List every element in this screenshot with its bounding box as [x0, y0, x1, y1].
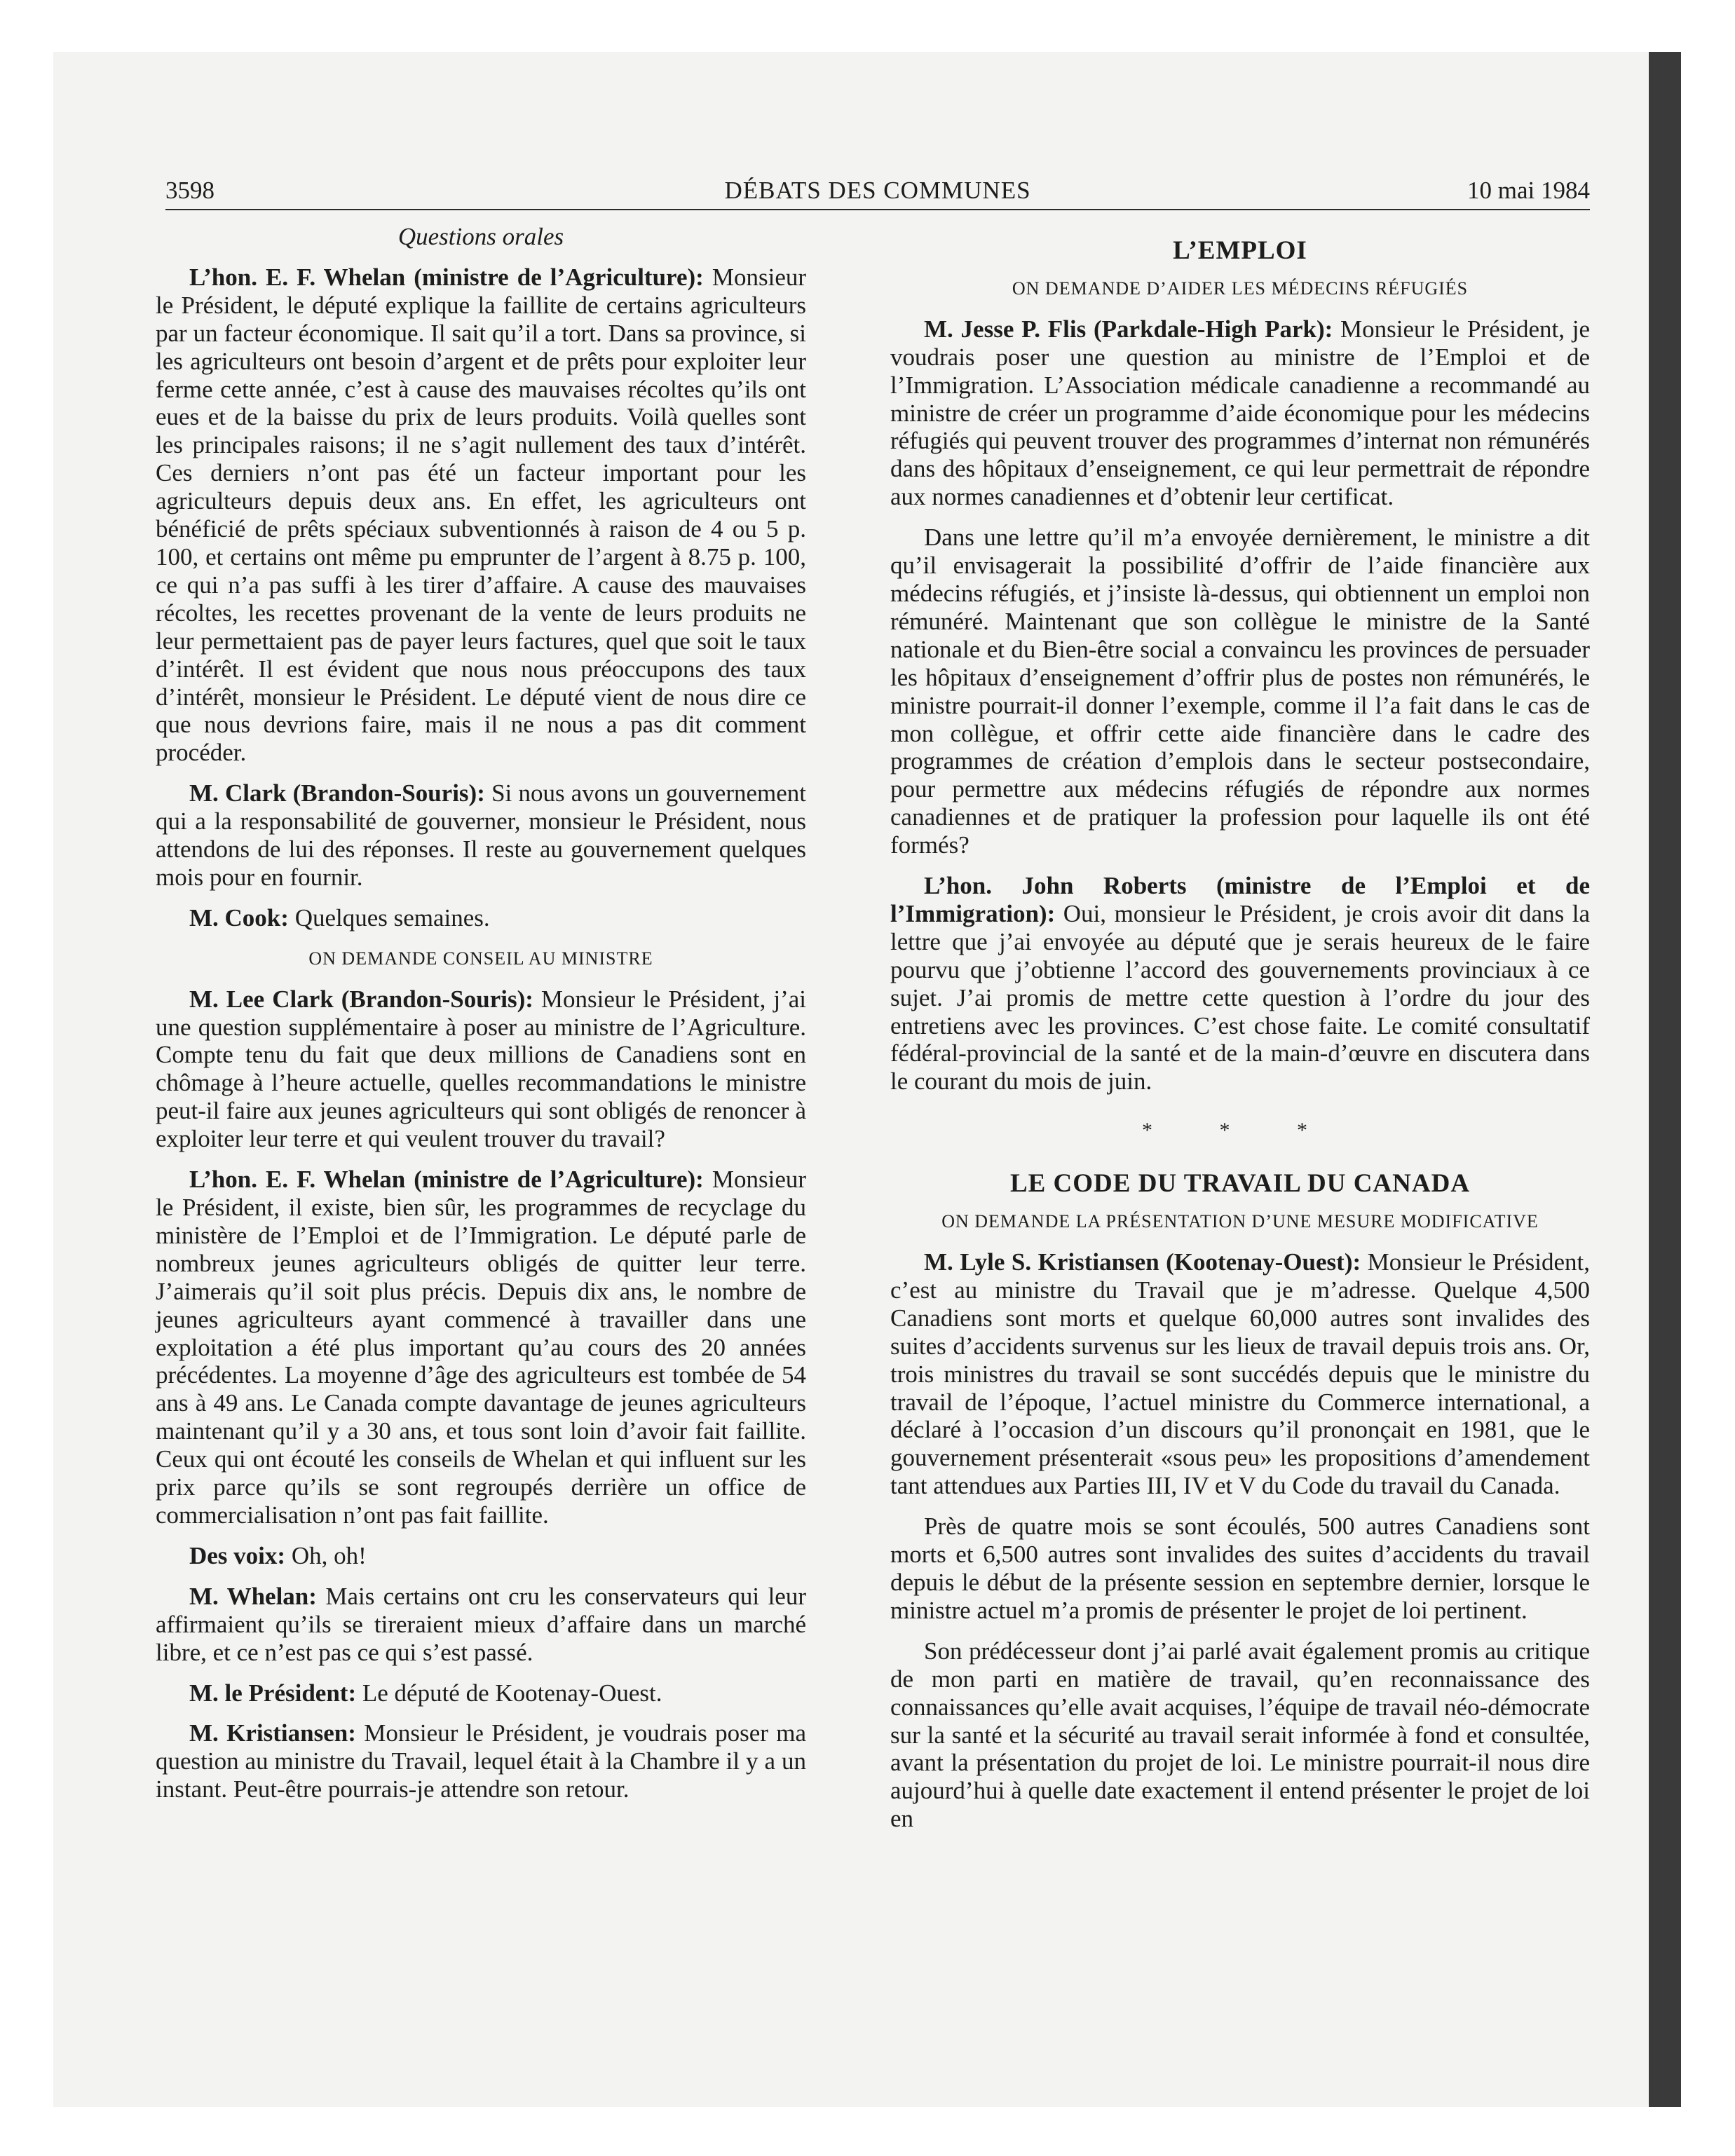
speech: Oui, monsieur le Président, je crois avoir dit dans la lettre que j’ai envoyée au député que je serais heureux de le faire pourvu que j’obtienne l’accord des gouvernements provinciaux à ce sujet. J’ai promis de mettre cette question à l’ordre du jour des entretiens avec les provinces. C’est chose faite. Le comité consultatif fédéral-provincial de la santé et de la main-d’œuvre en discutera dans le courant du mois de juin. [890, 899, 1590, 1096]
paragraph [890, 1248, 1590, 1500]
speaker: M. Whelan: [189, 1582, 317, 1610]
speech: Le député de Kootenay-Ouest. [356, 1679, 662, 1707]
paragraph [156, 1542, 806, 1570]
paragraph [156, 1583, 806, 1667]
subheading: ON DEMANDE D’AIDER LES MÉDECINS RÉFUGIÉS [1012, 278, 1469, 299]
speaker: L’hon. E. F. Whelan (ministre de l’Agriculture): [189, 1166, 704, 1194]
paragraph [890, 872, 1590, 1096]
paragraph [890, 315, 1590, 511]
paragraph [156, 264, 806, 767]
speech: Monsieur le Président, je voudrais poser ma question au ministre du Travail, lequel était à la Chambre il y a un instant. Peut-être pourrais-je attendre son retour. [156, 1719, 806, 1803]
speaker: M. Cook: [189, 903, 289, 932]
speech: Monsieur le Président, il existe, bien sûr, les programmes de recyclage du ministère de l’Emploi et de l’Immigration. Le député parle de nombreux jeunes agriculteurs obligés de quitter leur terre. J’aimerais qu’il soit plus précis. Depuis dix ans, le nombre de jeunes agriculteurs ayant commencé à travailler dans une exploitation a été plus important qu’au cours des 20 années précédentes. La moyenne d’âge des agriculteurs est tombée de 54 ans à 49 ans. Le Canada compte davantage de jeunes agriculteurs maintenant qu’il y a 30 ans, et tous sont loin d’avoir fait faillite. Ceux qui ont écouté les conseils de Whelan et qui influent sur les prix parce qu’ils se sont regroupés derrière un office de commercialisation n’ont pas fait faillite. [156, 1166, 807, 1529]
page-date: 10 mai 1984 [1467, 177, 1590, 204]
section-heading: LE CODE DU TRAVAIL DU CANADA [1009, 1169, 1471, 1199]
page-header [165, 177, 1590, 210]
page-number: 3598 [165, 177, 215, 204]
paragraph: Près de quatre mois se sont écoulés, 500 autres Canadiens sont morts et 6,500 autres sont invalides des suites d’accidents du travail depuis le début de la présente session en septembre dernier, lorsque le ministre actuel m’a promis de présenter le projet de loi pertinent. [890, 1513, 1590, 1624]
left-column [156, 223, 806, 1816]
speaker: M. Lee Clark (Brandon-Souris): [189, 985, 533, 1013]
paragraph [156, 985, 806, 1153]
right-column [890, 223, 1590, 1845]
speech: Quelques semaines. [288, 903, 490, 932]
scan-edge-strip [1649, 52, 1681, 2107]
speaker: M. le Président: [189, 1679, 357, 1707]
paragraph [156, 1679, 806, 1707]
section-label: Questions orales [397, 223, 564, 250]
subheading: ON DEMANDE CONSEIL AU MINISTRE [308, 948, 653, 969]
paragraph [156, 1719, 806, 1803]
speech: Mais certains ont cru les conservateurs qui leur affirmaient qu’ils se tireraient mieux d’affaire dans un marché libre, et ce n’est pas ce qui s’est passé. [156, 1582, 806, 1666]
section-heading: L’EMPLOI [1173, 236, 1307, 265]
speech: Monsieur le Président, le député explique la faillite de certains agriculteurs par un facteur économique. Il sait qu’il a tort. Dans sa province, si les agriculteurs ont besoin d’argent et de prêts pour exploiter leur ferme cette année, c’est à cause des mauvaises récoltes qu’ils ont eues et de la baisse du prix de leurs produits. Voilà quelles sont les principales raisons; il ne s’agit nullement des taux d’intérêt. Ces derniers n’ont pas été un facteur important pour les agriculteurs depuis deux ans. En effet, les agriculteurs ont bénéficié de prêts spéciaux subventionnés à raison de 4 ou 5 p. 100, et certains ont même pu emprunter de l’argent à 8.75 p. 100, ce qui n’a pas suffi à les tirer d’affaire. A cause des mauvaises récoltes, les recettes provenant de la vente de leurs produits ne leur permettaient pas de payer leurs factures, quel que soit le taux d’intérêt. Il est évident que nous nous préoccupons des taux d’intérêt, monsieur le Président. Le député vient de nous dire ce que nous devrions faire, mais il ne nous a pas dit comment procéder. [156, 263, 807, 767]
speaker: L’hon. E. F. Whelan (ministre de l’Agriculture): [189, 263, 704, 291]
speaker: M. Jesse P. Flis (Parkdale-High Park): [924, 315, 1333, 343]
paragraph [156, 779, 806, 892]
speech: Monsieur le Président, je voudrais poser une question au ministre de l’Emploi et de l’Immigration. L’Association médicale canadienne a recommandé au ministre de créer un programme d’aide économique pour les médecins réfugiés qui peuvent trouver des programmes d’internat non rémunérés dans des hôpitaux d’enseignement, ce qui leur permettrait de répondre aux normes canadiennes et d’obtenir leur certificat. [890, 315, 1590, 511]
speaker: L’hon. John Roberts (ministre de l’Emploi et de l’Immigration): [890, 872, 1590, 927]
subheading: ON DEMANDE LA PRÉSENTATION D’UNE MESURE MODIFICATIVE [941, 1211, 1539, 1232]
speech: Si nous avons un gouvernement qui a la responsabilité de gouverner, monsieur le Président, nous attendons de lui des réponses. Il reste au gouvernement quelques mois pour en fournir. [156, 779, 806, 891]
speaker: M. Clark (Brandon-Souris): [189, 779, 485, 807]
speech: Oh, oh! [285, 1541, 367, 1569]
paragraph: Son prédécesseur dont j’ai parlé avait également promis au critique de mon parti en matière de travail, qu’en reconnaissance des connaissances qu’elle avait acquises, l’équipe de travail néo-démocrate sur la santé et la sécurité au travail serait informée à fond et consultée, avant la présentation du projet de loi. Le ministre pourrait-il nous dire aujourd’hui à quelle date exactement il entend présenter le projet de loi en [890, 1637, 1590, 1833]
speech: Monsieur le Président, j’ai une question supplémentaire à poser au ministre de l’Agriculture. Compte tenu du fait que deux millions de Canadiens sont en chômage à l’heure actuelle, quelles recommandations le ministre peut-il faire aux jeunes agriculteurs qui sont obligés de renoncer à exploiter leur terre et qui veulent trouver du travail? [156, 985, 807, 1153]
speaker: M. Kristiansen: [189, 1719, 356, 1747]
speaker: M. Lyle S. Kristiansen (Kootenay-Ouest): [924, 1248, 1361, 1276]
speaker: Des voix: [189, 1541, 286, 1569]
speech: Monsieur le Président, c’est au ministre du Travail que je m’adresse. Quelque 4,500 Canadiens sont morts et quelque 60,000 autres sont invalides des suites d’accidents survenus sur les lieux de travail depuis trois ans. Or, trois ministres du travail se sont succédés depuis que le ministre du travail de l’époque, l’actuel ministre du Commerce international, a déclaré à l’occasion d’un discours qu’il prononçait en 1981, que le gouvernement présenterait «sous peu» les propositions d’amendement tant attendues aux Parties III, IV et V du Code du travail du Canada. [890, 1248, 1590, 1500]
publication-title: DÉBATS DES COMMUNES [724, 177, 1031, 204]
paragraph [156, 904, 806, 932]
paragraph: Dans une lettre qu’il m’a envoyée dernièrement, le ministre a dit qu’il envisagerait la possibilité d’offrir de l’aide financière aux médecins réfugiés, et j’insiste là-dessus, qui obtiennent un emploi non rémunéré. Maintenant que son collègue le ministre de la Santé nationale et du Bien-être social a convaincu les provinces de persuader les hôpitaux d’enseignement d’offrir plus de postes non rémunérés, le ministre pourrait-il donner l’exemple, comme il l’a fait dans le cas de mon collègue, et offrir cette aide financière dans le cadre des programmes de création d’emplois dans le secteur postsecondaire, pour permettre aux médecins réfugiés de répondre aux normes canadiennes et de pratiquer la profession pour laquelle ils ont été formés? [890, 524, 1590, 859]
paragraph [156, 1166, 806, 1529]
section-separator: * * * [1142, 1119, 1338, 1142]
